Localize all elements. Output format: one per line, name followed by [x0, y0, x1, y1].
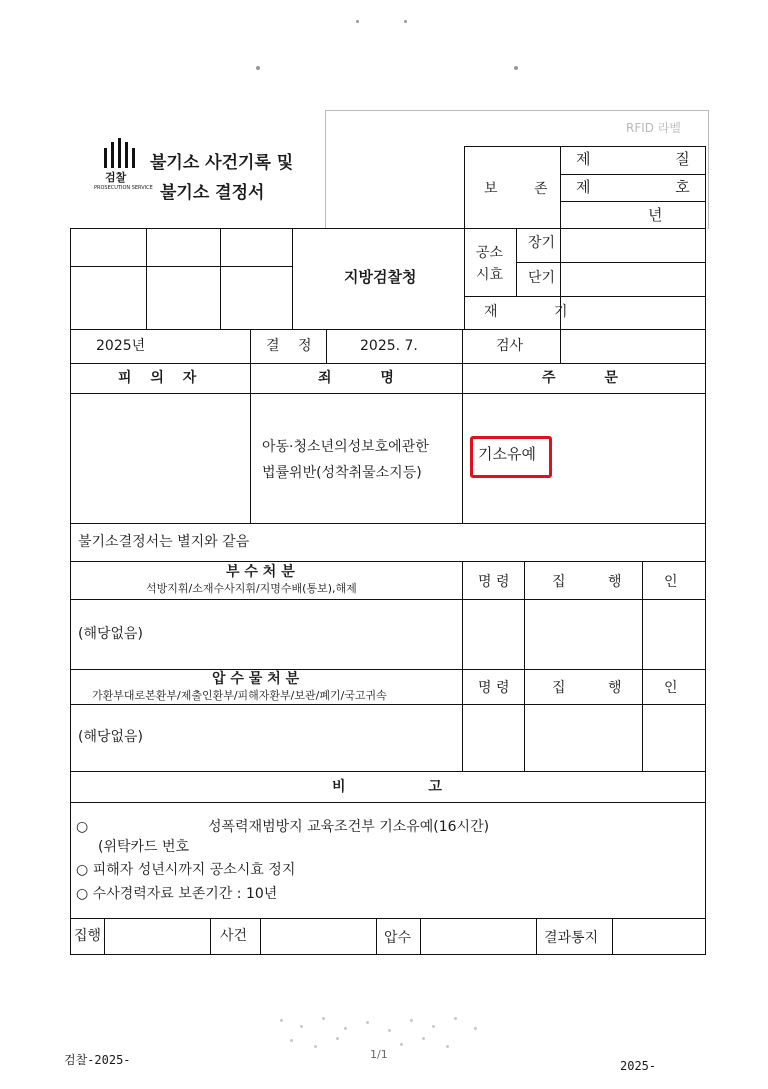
punch-dot-left: [256, 66, 260, 70]
decision-label: 결 정: [266, 338, 312, 354]
retrial-label: 재 기: [484, 304, 594, 320]
ancillary-title: 부 수 처 분: [226, 564, 295, 580]
charge-line1: 아동·청소년의성보호에관한: [262, 439, 429, 455]
order-header: 주 문: [542, 370, 618, 386]
seized-subtitle: 가환부대로본환부/제출인환부/피해자환부/보관/폐기/국고귀속: [92, 689, 387, 702]
suspect-header: 피 의 자: [118, 370, 197, 386]
statute-long-label: 장기: [528, 235, 556, 251]
statute-limitation-label: 공소 시효: [476, 245, 504, 283]
seized-exec-label: 집 행 인: [552, 680, 678, 696]
form-title-line2: 불기소 결정서: [160, 183, 265, 203]
seized-value: (해당없음): [78, 729, 144, 745]
seizure-label: 압수: [384, 930, 412, 946]
seized-order-label: 명 령: [478, 680, 510, 696]
case-label: 사건: [220, 928, 248, 944]
ancillary-subtitle: 석방지휘/소재수사지휘/지명수배(통보),해제: [146, 582, 357, 595]
separate-decision-note: 불기소결정서는 별지와 같음: [78, 534, 250, 550]
remarks-item1-mark: ○: [76, 819, 89, 835]
logo-subtext: PROSECUTION SERVICE: [94, 185, 153, 191]
preservation-row1: 제 질: [576, 150, 690, 168]
remarks-item1-text: 성폭력재범방지 교육조건부 기소유예(16시간): [208, 819, 490, 835]
remarks-title: 비 고: [332, 779, 442, 795]
ancillary-order-label: 명 령: [478, 574, 510, 590]
ancillary-value: (해당없음): [78, 626, 144, 642]
page-number: 1/1: [370, 1048, 388, 1061]
ancillary-exec-label: 집 행 인: [552, 574, 678, 590]
prosecution-logo: [94, 138, 153, 196]
preservation-row3: 년: [648, 206, 663, 224]
rfid-stamp: RFID 라벨: [626, 121, 682, 135]
scan-dot: [404, 20, 407, 23]
prosecutor-label: 검사: [496, 338, 524, 354]
decision-date: 2025. 7.: [360, 338, 418, 354]
execute-label: 집행: [74, 928, 102, 944]
scan-dot: [356, 20, 359, 23]
punch-dot-right: [514, 66, 518, 70]
remarks-item1-sub: (위탁카드 번호: [98, 839, 190, 855]
logo-text: 검찰: [105, 171, 127, 184]
charge-header: 죄 명: [318, 370, 394, 386]
preservation-row2: 제 호: [576, 178, 690, 196]
preservation-label: 보 존: [484, 181, 564, 197]
footer-left-doc-number: 검찰-2025-: [64, 1053, 131, 1067]
footer-right-doc-number: 2025-: [620, 1059, 657, 1073]
result-notice-label: 결과통지: [544, 930, 599, 946]
charge-line2: 법률위반(성착취물소지등): [262, 465, 422, 481]
year-value: 2025년: [96, 338, 146, 354]
order-value: 기소유예: [478, 445, 536, 463]
form-title-line1: 불기소 사건기록 및: [150, 153, 294, 173]
remarks-item2: ○ 피해자 성년시까지 공소시효 정지: [76, 862, 296, 878]
office-name: 지방검찰청: [344, 268, 417, 286]
seized-title: 압 수 물 처 분: [212, 671, 300, 687]
remarks-item3: ○ 수사경력자료 보존기간 : 10년: [76, 886, 278, 902]
statute-short-label: 단기: [528, 270, 556, 286]
